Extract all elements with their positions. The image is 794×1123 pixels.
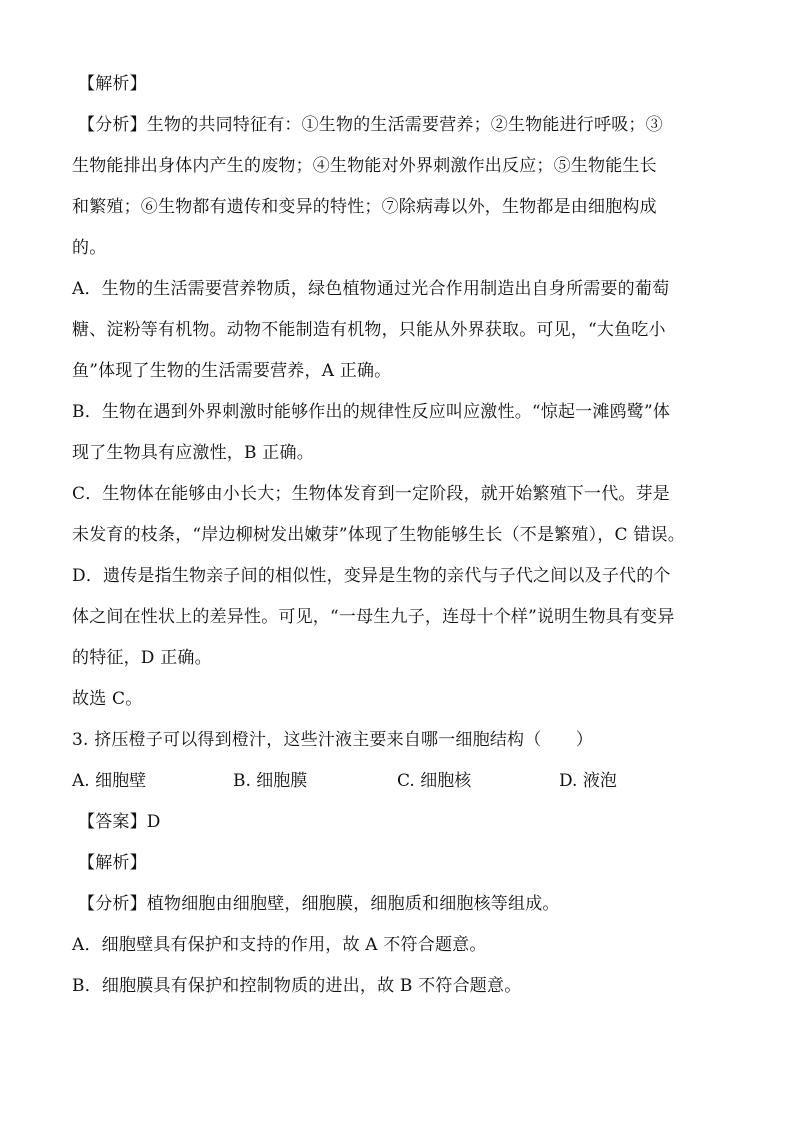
analysis-header: 【解析】 [78, 74, 147, 94]
question-3-option-a-explain: A．细胞壁具有保护和支持的作用，故 A 不符合题意。 [72, 935, 487, 955]
analysis-line-3: 和繁殖；⑥生物都有遗传和变异的特性；⑦除病毒以外，生物都是由细胞构成 [72, 197, 657, 217]
question-3-option-c: C. 细胞核 [397, 771, 472, 791]
question-3-analysis: 【分析】植物细胞由细胞壁，细胞膜，细胞质和细胞核等组成。 [78, 894, 560, 914]
question-3-option-b: B. 细胞膜 [233, 771, 308, 791]
question-3-stem: 3. 挤压橙子可以得到橙汁，这些汁液主要来自哪一细胞结构（ ） [72, 730, 594, 750]
option-d-explain-line-3: 的特征，D 正确。 [72, 648, 212, 668]
option-d-explain-line-1: D．遗传是指生物亲子间的相似性，变异是生物的亲代与子代之间以及子代的个 [72, 566, 671, 586]
question-3-option-a: A. 细胞壁 [72, 771, 147, 791]
option-c-explain-line-1: C．生物体在能够由小长大；生物体发育到一定阶段，就开始繁殖下一代。芽是 [72, 484, 671, 504]
question-3-option-b-explain: B．细胞膜具有保护和控制物质的进出，故 B 不符合题意。 [72, 976, 522, 996]
option-b-explain-line-1: B．生物在遇到外界刺激时能够作出的规律性反应叫应激性。“惊起一滩鸥鹭”体 [72, 402, 671, 422]
option-a-explain-line-3: 鱼”体现了生物的生活需要营养，A 正确。 [72, 361, 392, 381]
option-c-explain-line-2: 未发育的枝条，“岸边柳树发出嫩芽”体现了生物能够生长（不是繁殖），C 错误。 [72, 525, 685, 545]
analysis-line-4: 的。 [72, 238, 107, 258]
option-a-explain-line-1: A．生物的生活需要营养物质，绿色植物通过光合作用制造出自身所需要的葡萄 [72, 279, 670, 299]
analysis-line-2: 生物能排出身体内产生的废物；④生物能对外界刺激作出反应；⑤生物能生长 [72, 156, 657, 176]
option-d-explain-line-2: 体之间在性状上的差异性。可见，“一母生九子，连母十个样”说明生物具有变异 [72, 607, 675, 627]
question-3-answer: 【答案】D [78, 812, 161, 832]
option-a-explain-line-2: 糖、淀粉等有机物。动物不能制造有机物，只能从外界获取。可见，“大鱼吃小 [72, 320, 666, 340]
conclusion: 故选 C。 [72, 689, 143, 709]
analysis-line-1: 【分析】生物的共同特征有：①生物的生活需要营养；②生物能进行呼吸；③ [78, 115, 663, 135]
question-3-analysis-header: 【解析】 [78, 853, 147, 873]
option-b-explain-line-2: 现了生物具有应激性，B 正确。 [72, 443, 314, 463]
question-3-option-d: D. 液泡 [559, 771, 617, 791]
